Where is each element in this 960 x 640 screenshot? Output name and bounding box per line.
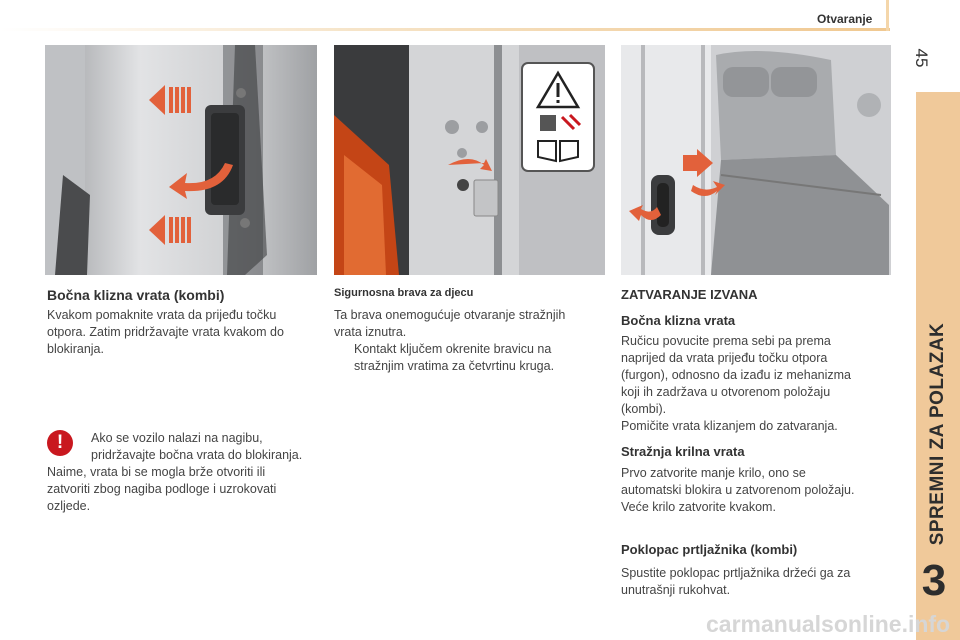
warning-line: ozljede.	[47, 499, 91, 513]
body-line: (furgon), odnosno da izađu iz mehanizma	[621, 368, 851, 382]
child-lock-photo	[334, 45, 605, 275]
header-tick	[886, 0, 889, 31]
body-line: automatski blokira u zatvorenom položaju.	[621, 483, 855, 497]
body-line: Prvo zatvorite manje krilo, ono se	[621, 466, 806, 480]
left-line: Kvakom pomaknite vrata da prijeđu točku	[47, 308, 277, 322]
body-line: naprijed da vrata prijeđu točku otpora	[621, 351, 828, 365]
section-heading-rear-doors: Stražnja krilna vrata	[621, 444, 745, 459]
warning-line: Ako se vozilo nalazi na nagibu,	[91, 431, 263, 445]
section-title: Otvaranje	[817, 12, 873, 26]
chapter-title: SPREMNI ZA POLAZAK	[927, 322, 948, 546]
watermark: carmanualsonline.info	[706, 611, 951, 637]
rear-seat-door-photo	[621, 45, 891, 275]
section-heading-sliding-door: Bočna klizna vrata	[621, 313, 736, 328]
exclamation-warning-icon: !	[47, 430, 73, 456]
right-heading: ZATVARANJE IZVANA	[621, 287, 758, 302]
middle-paragraph	[334, 307, 604, 375]
middle-line: vrata iznutra.	[334, 325, 407, 339]
section-body-sliding-door	[621, 333, 891, 435]
body-line: Ručicu povucite prema sebi pa prema	[621, 334, 831, 348]
section-heading-tailgate: Poklopac prtljažnika (kombi)	[621, 542, 798, 557]
header-rule	[0, 28, 890, 31]
warning-line: Naime, vrata bi se mogla brže otvoriti ili	[47, 465, 266, 479]
bullet-line: stražnjim vratima za četvrtinu kruga.	[354, 359, 555, 373]
sliding-door-handle-photo	[45, 45, 317, 275]
chapter-number: 3	[921, 556, 947, 605]
left-line: otpora. Zatim pridržavajte vrata kvakom do	[47, 325, 284, 339]
page-number: 45	[912, 48, 931, 68]
body-line: (kombi).	[621, 402, 667, 416]
section-body-tailgate	[621, 565, 891, 599]
body-line: Spustite poklopac prtljažnika držeći ga za	[621, 566, 851, 580]
bullet-line: Kontakt ključem okrenite bravicu na	[354, 342, 552, 356]
body-line: koji ih zadržava u otvorenom položaju	[621, 385, 831, 399]
left-paragraph	[47, 307, 309, 358]
key-bullet-item	[334, 341, 604, 375]
body-line: Veće krilo zatvorite kvakom.	[621, 500, 776, 514]
section-body-rear-doors	[621, 465, 891, 516]
warning-line: pridržavajte bočna vrata do blokiranja.	[91, 448, 303, 462]
body-line: unutrašnji rukohvat.	[621, 583, 731, 597]
warning-text	[47, 430, 317, 515]
middle-heading: Sigurnosna brava za djecu	[334, 287, 474, 299]
left-heading: Bočna klizna vrata (kombi)	[47, 287, 225, 303]
warning-line: zatvoriti zbog nagiba podloge i uzrokovati	[47, 482, 277, 496]
left-line: blokiranja.	[47, 342, 104, 356]
middle-line: Ta brava onemogućuje otvaranje stražnjih	[334, 308, 566, 322]
body-line: Pomičite vrata klizanjem do zatvaranja.	[621, 419, 838, 433]
